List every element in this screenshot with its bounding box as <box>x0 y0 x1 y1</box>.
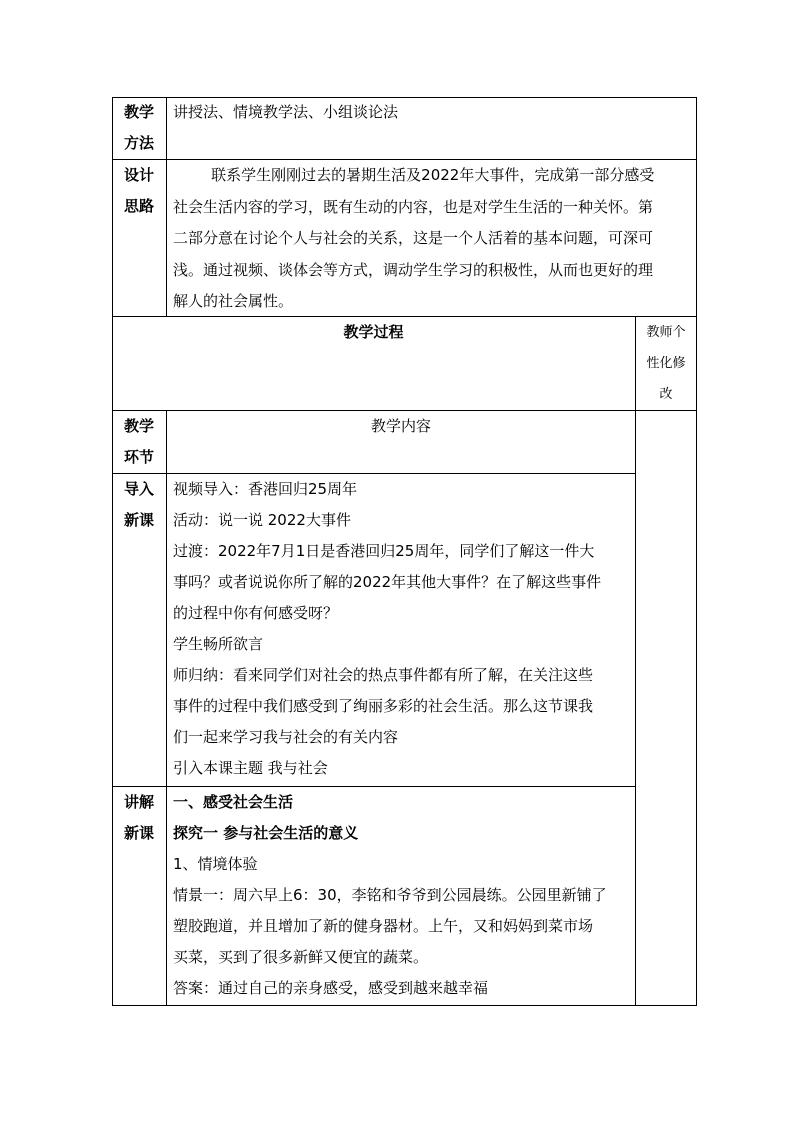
intro-line: 视频导入：香港回归25周年 <box>173 480 358 498</box>
intro-line: 们一起来学习我与社会的有关内容 <box>173 728 399 746</box>
content-header: 教学内容 <box>370 417 431 435</box>
intro-line: 引入本课主题 我与社会 <box>173 759 328 777</box>
lecture-line: 塑胶跑道，并且增加了新的健身器材。上午，又和妈妈到菜市场 <box>173 917 594 935</box>
table-border <box>166 97 167 317</box>
lecture-line: 买菜，买到了很多新鲜又便宜的蔬菜。 <box>173 948 429 966</box>
intro-label: 导入 新课 <box>123 480 154 529</box>
lecture-line: 情景一：周六早上6：30，李铭和爷爷到公园晨练。公园里新铺了 <box>173 886 607 904</box>
method-content: 讲授法、情境教学法、小组谈论法 <box>173 103 399 121</box>
process-title: 教学过程 <box>343 323 404 341</box>
intro-line: 师归纳：看来同学们对社会的热点事件都有所了解，在关注这些 <box>173 666 594 684</box>
table-border <box>696 97 697 1006</box>
table-border <box>166 410 167 1006</box>
stage-header: 教学 环节 <box>123 417 154 466</box>
lecture-line: 答案：通过自己的亲身感受，感受到越来越幸福 <box>173 979 489 997</box>
method-label: 教学 方法 <box>123 103 154 152</box>
design-label: 设计 思路 <box>123 166 154 215</box>
table-border <box>112 1005 697 1006</box>
section-heading: 一、感受社会生活 <box>173 793 294 811</box>
intro-line: 事件的过程中我们感受到了绚丽多彩的社会生活。那么这节课我 <box>173 697 594 715</box>
intro-content <box>173 474 633 784</box>
intro-line: 的过程中你有何感受呀？ <box>173 604 339 622</box>
intro-line: 事吗？或者说说你所了解的2022年其他大事件？在了解这些事件 <box>173 573 602 591</box>
lecture-content <box>173 787 633 1004</box>
subsection-heading: 探究一 参与社会生活的意义 <box>173 824 359 842</box>
teacher-note-label: 教师个 性化修 改 <box>646 325 686 402</box>
lecture-line: 1、情境体验 <box>173 855 258 873</box>
table-border <box>635 316 636 1006</box>
table-border <box>112 97 113 1006</box>
design-content: 联系学生刚刚过去的暑期生活及2022年大事件，完成第一部分感受 社会生活内容的学习，既有生动的内容，也是对学生生活的一种关怀。第 二部分意在讨论个人与社会的关系，这是一个人活着的基本问题，可深可 浅。通过视频、谈体会等方式，调动学生学习的积极性，从而也更好的理 解人的社会属性。 <box>173 166 655 310</box>
lecture-label: 讲解 新课 <box>123 793 154 842</box>
intro-line: 过渡：2022年7月1日是香港回归25周年，同学们了解这一件大 <box>173 542 595 560</box>
intro-line: 活动：说一说 2022大事件 <box>173 511 351 529</box>
intro-line: 学生畅所欲言 <box>173 635 264 653</box>
